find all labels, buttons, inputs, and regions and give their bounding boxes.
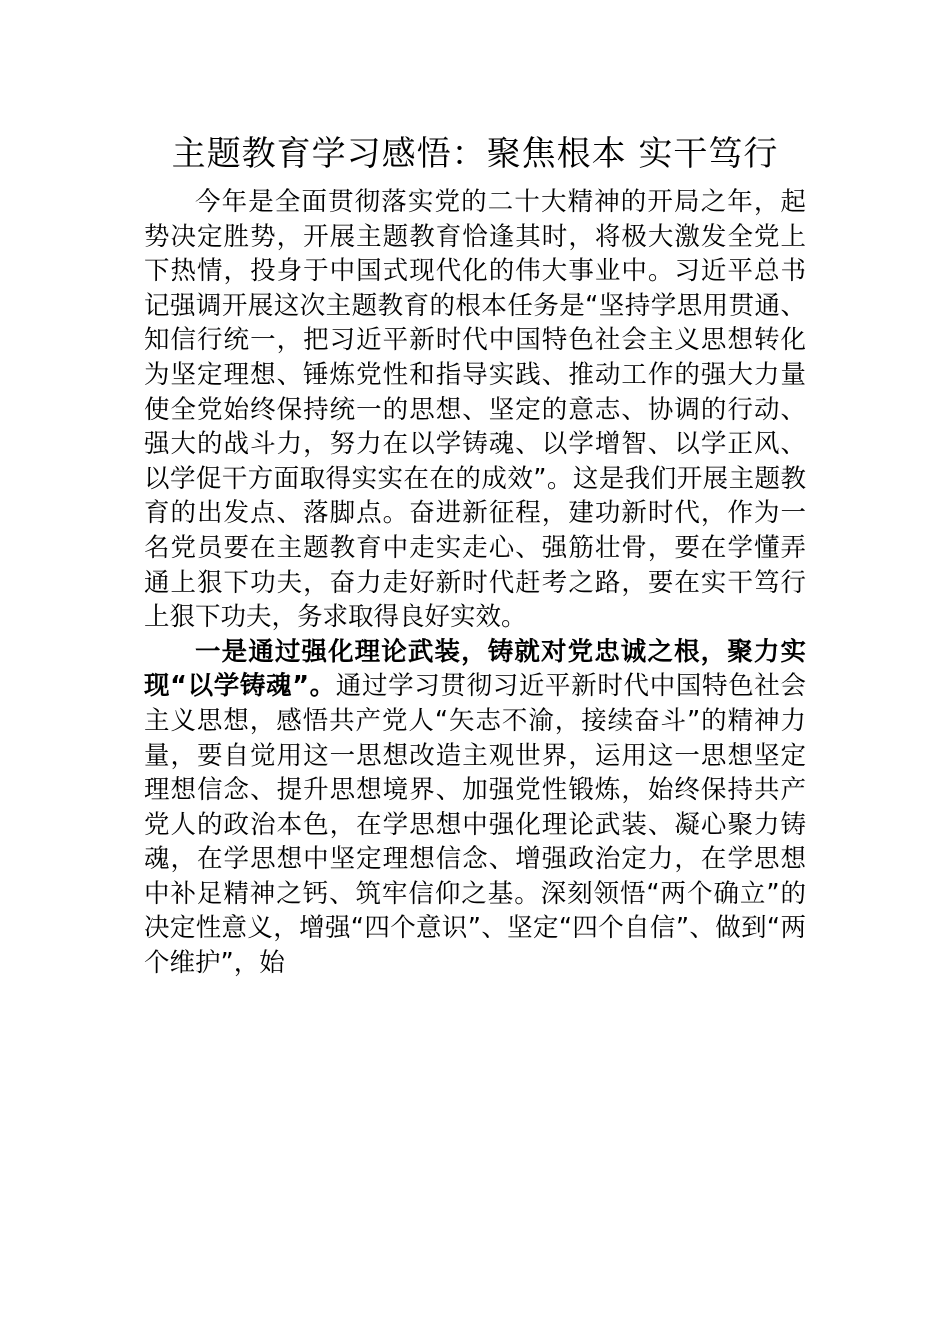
paragraph-point-one-text: 通过学习贯彻习近平新时代中国特色社会主义思想，感悟共产党人“矢志不渝，接续奋斗”的精神力量，要自觉用这一思想改造主观世界，运用这一思想坚定理想信念、提升思想境界、加强党性锻炼，始终保持共产党人的政治本色，在学思想中强化理论武装、凝心聚力铸魂，在学思想中坚定理想信念、增强政治定力，在学思想中补足精神之钙、筑牢信仰之基。深刻领悟“两个确立”的决定性意义，增强“四个意识”、坚定“四个自信”、做到“两个维护”，始 [144, 671, 806, 979]
paragraph-point-one [144, 635, 806, 981]
paragraph-intro [144, 185, 806, 635]
paragraph-intro-text: 今年是全面贯彻落实党的二十大精神的开局之年，起势决定胜势，开展主题教育恰逢其时，将极大激发全党上下热情，投身于中国式现代化的伟大事业中。习近平总书记强调开展这次主题教育的根本任务是“坚持学思用贯通、知信行统一，把习近平新时代中国特色社会主义思想转化为坚定理想、锤炼党性和指导实践、推动工作的强大力量使全党始终保持统一的思想、坚定的意志、协调的行动、强大的战斗力，努力在以学铸魂、以学增智、以学正风、以学促干方面取得实实在在的成效”。这是我们开展主题教育的出发点、落脚点。奋进新征程，建功新时代，作为一名党员要在主题教育中走实走心、强筋壮骨，要在学懂弄通上狠下功夫，奋力走好新时代赶考之路，要在实干笃行上狠下功夫，务求取得良好实效。 [144, 187, 806, 633]
paragraph-point-one-heading: 一是通过强化理论武装，铸就对党忠诚之根，聚力实现“以学铸魂”。 [144, 636, 806, 702]
document-body [144, 185, 806, 981]
document-title: 主题教育学习感悟：聚焦根本 实干笃行 [171, 134, 779, 174]
